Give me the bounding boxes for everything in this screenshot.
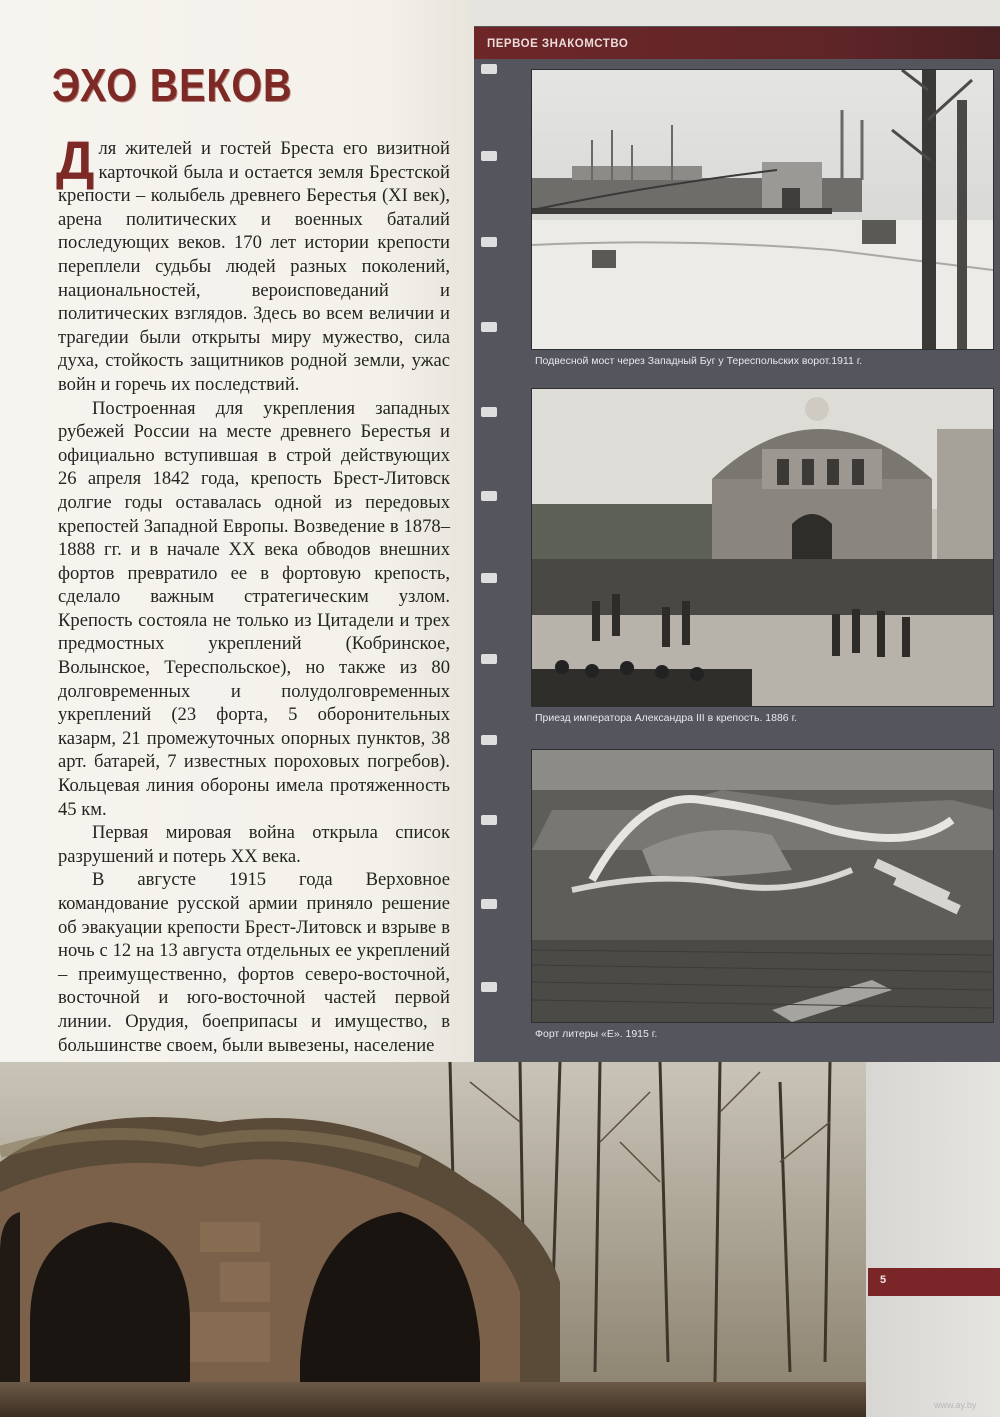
film-perforation: [481, 573, 497, 583]
film-perforation: [481, 322, 497, 332]
text-column: [0, 0, 474, 1062]
film-perforation: [481, 654, 497, 664]
film-perforation: [481, 735, 497, 745]
photo-emperor-visit: [531, 388, 994, 707]
section-label: ПЕРВОЕ ЗНАКОМСТВО: [487, 38, 629, 50]
film-perforation: [481, 899, 497, 909]
page-number: 5: [880, 1274, 887, 1286]
film-perforation: [481, 64, 497, 74]
photo-fort-aerial: [531, 749, 994, 1023]
page-margin-gray: [866, 1062, 1000, 1417]
strip-top-margin: [474, 0, 1000, 26]
caption-photo-1: Подвесной мост через Западный Буг у Тереспольских ворот.1911 г.: [535, 355, 863, 367]
film-perforation: [481, 407, 497, 417]
paragraph-2: Построенная для укрепления западных рубежей России на месте древнего Берестья и официально вступившая в строй действующих 26 апреля 1842 года, крепость Брест-Литовск долгие годы оставалась одной из передовых крепостей Западной Европы. Возведение в 1878–1888 гг. и в начале XX века обводов внешних фортов превратило ее в фортовую крепость, сделало важным стратегическим узлом. Крепость состояла не только из Цитадели и трех предмостных укреплений (Кобринское, Волынское, Тереспольское), но также из 80 долговременных и полудолговременных укреплений (23 форта, 5 оборонительных казарм, 21 промежуточных опорных пунктов, 38 арт. батарей, 7 известных пороховых погребов). Кольцевая линия обороны имела протяженность 45 км.: [58, 397, 450, 820]
paragraph-1: [56, 131, 450, 397]
paragraph-3: Первая мировая война открыла список разрушений и потерь XX века.: [58, 822, 450, 867]
caption-photo-3: Форт литеры «Е». 1915 г.: [535, 1028, 658, 1040]
page-number-tab: [868, 1268, 1000, 1296]
film-perforation: [481, 815, 497, 825]
film-perforation: [481, 491, 497, 501]
article-body: [56, 131, 450, 1057]
photo-suspension-bridge: [531, 69, 994, 350]
film-perforation: [481, 237, 497, 247]
paragraph-4: В августе 1915 года Верховное командование русской армии приняло решение об эвакуации крепости Брест-Литовск и взрыве в ночь с 12 на 13 августа отдельных ее укреплений – преимущественно, фортов северо-восточной, восточной и юго-восточной частей первой линии. Орудия, боеприпасы и имущество, в большинстве своем, были вывезены, население: [58, 869, 450, 1056]
caption-photo-2: Приезд императора Александра III в крепость. 1886 г.: [535, 712, 798, 724]
paragraph-1-text: ля жителей и гостей Бреста его визитной карточкой была и остается земля Брестской крепости – колыбель древнего Берестья (XI век), арена политических и военных баталий последующих веков. 170 лет истории крепости переплели судьбы людей разных поколений, национальностей, вероисповеданий и политических взглядов. Здесь во всем величии и трагедии были открыты миру мужество, сила духа, стойкость защитников родной земли, ужас войн и горечь их последствий.: [58, 138, 450, 395]
drop-cap: Д: [56, 131, 95, 191]
film-perforation: [481, 151, 497, 161]
page-title: ЭХО ВЕКОВ: [52, 59, 293, 111]
watermark: www.ay.by: [934, 1400, 977, 1410]
film-perforation: [481, 982, 497, 992]
photo-fort-ruins: [0, 1062, 866, 1417]
